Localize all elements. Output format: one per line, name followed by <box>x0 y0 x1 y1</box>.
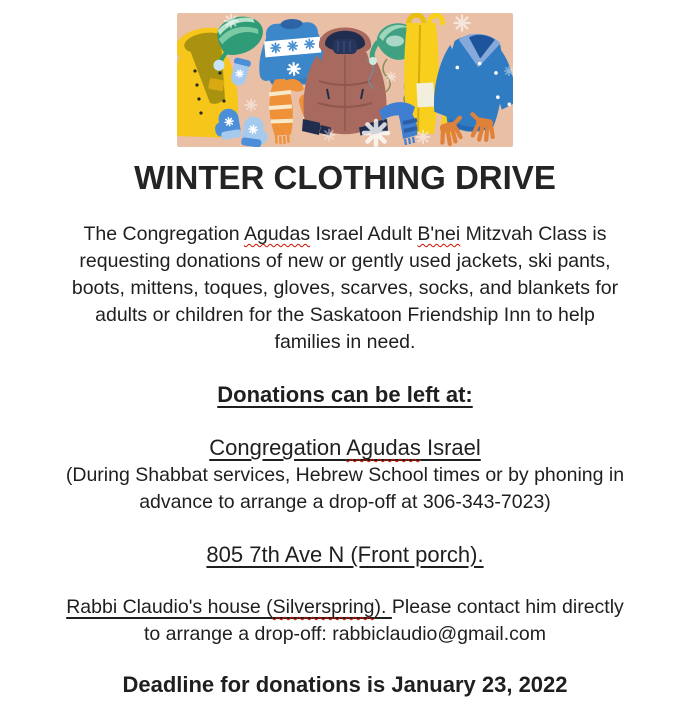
intro-line-3: boots, mittens, toques, gloves, scarves, socks, and blankets for <box>71 277 619 299</box>
location-synagogue-name <box>0 434 690 462</box>
location-text: Israel <box>420 435 481 460</box>
location-rabbi-rest: Please contact him directly <box>391 596 624 618</box>
location-rabbi <box>0 594 690 648</box>
flyer-page <box>0 13 690 715</box>
location-synagogue-detail-2: advance to arrange a drop-off at 306-343-7023) <box>139 491 551 513</box>
intro-paragraph <box>0 221 690 356</box>
spellcheck-word-agudas: Agudas <box>243 223 311 245</box>
location-text: Rabbi Claudio's house ( <box>66 596 273 618</box>
location-address <box>0 541 690 568</box>
winter-clothing-banner <box>177 13 513 147</box>
spellcheck-word-bnei: B'nei <box>417 223 461 245</box>
donations-heading <box>0 381 690 408</box>
spellcheck-word-agudas-2: Agudas <box>346 435 421 460</box>
intro-line-4: adults or children for the Saskatoon Friendship Inn to help <box>95 304 595 326</box>
spellcheck-word-silverspring: Silverspring <box>272 596 375 618</box>
intro-text: The Congregation <box>83 223 244 245</box>
location-address-text: 805 7th Ave N (Front porch). <box>206 542 484 567</box>
page-title: WINTER CLOTHING DRIVE <box>134 159 556 196</box>
intro-line-5: families in need. <box>274 331 416 353</box>
location-synagogue <box>0 434 690 516</box>
location-synagogue-name-underlined <box>209 435 481 460</box>
intro-text: Israel Adult <box>310 223 418 245</box>
location-text: Congregation <box>209 435 347 460</box>
location-text: ). <box>374 596 392 618</box>
location-rabbi-underlined <box>66 596 392 618</box>
intro-text: Mitzvah Class is <box>460 223 607 245</box>
location-rabbi-line-1 <box>0 594 690 621</box>
location-rabbi-line-2: to arrange a drop-off: rabbiclaudio@gmail.com <box>143 623 547 645</box>
deadline-text: Deadline for donations is January 23, 2022 <box>122 672 568 697</box>
donations-heading-text: Donations can be left at: <box>217 382 473 407</box>
location-synagogue-detail-1: (During Shabbat services, Hebrew School times or by phoning in <box>65 464 625 486</box>
intro-line-2: requesting donations of new or gently used jackets, ski pants, <box>79 250 611 272</box>
intro-line-1 <box>0 221 690 248</box>
